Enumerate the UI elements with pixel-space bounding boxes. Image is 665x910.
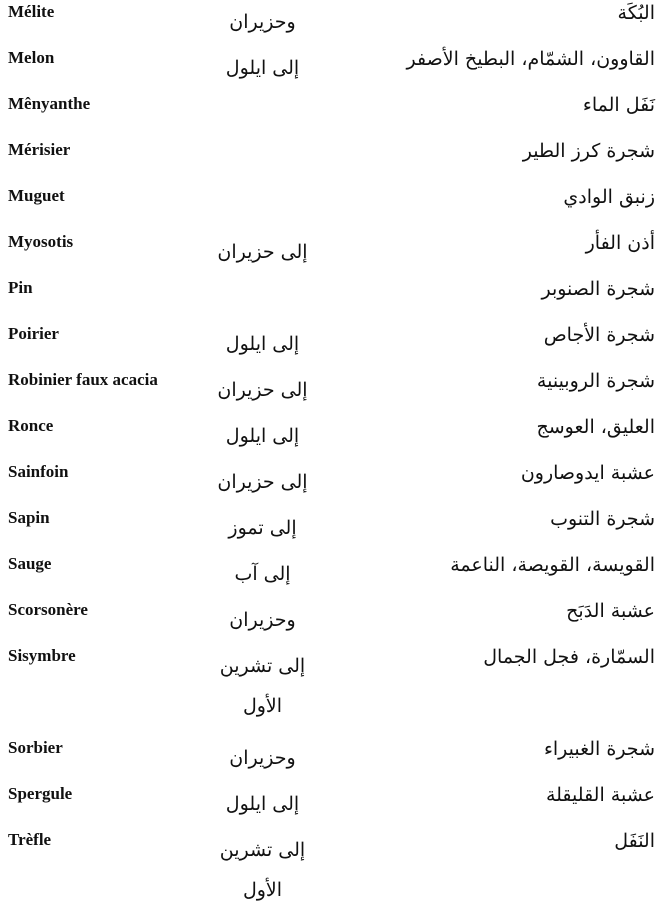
- period-text: إلى حزيران: [217, 241, 308, 263]
- french-term: Robinier faux acacia: [8, 370, 158, 389]
- period-text: إلى ايلول: [225, 793, 300, 815]
- period-text: وحزيران: [229, 609, 296, 631]
- arabic-term: شجرة التنوب: [550, 508, 655, 530]
- arabic-term: شجرة الغبيراء: [543, 738, 655, 760]
- french-term: Sisymbre: [8, 646, 76, 665]
- french-term: Sainfoin: [8, 462, 69, 481]
- arabic-term: أذن الفأر: [585, 232, 655, 254]
- arabic-term: القاوون، الشمّام، البطيخ الأصفر: [406, 48, 655, 70]
- period-text: إلى ايلول: [225, 425, 300, 447]
- period-text: إلى حزيران: [217, 379, 308, 401]
- arabic-term: نَفَل الماء: [582, 94, 655, 116]
- arabic-term: شجرة الأجاص: [543, 324, 655, 346]
- arabic-term: العليق، العوسج: [536, 416, 655, 438]
- period-text: إلى آب: [234, 563, 291, 585]
- period-text: وحزيران: [229, 747, 296, 769]
- french-term: Poirier: [8, 324, 59, 343]
- arabic-term: شجرة كرز الطير: [522, 140, 655, 162]
- french-term: Spergule: [8, 784, 73, 803]
- french-term: Muguet: [8, 186, 65, 205]
- french-term: Mérisier: [8, 140, 71, 159]
- french-term: Myosotis: [8, 232, 74, 251]
- french-term: Sorbier: [8, 738, 63, 757]
- arabic-term: عشبة ايدوصارون: [520, 462, 655, 484]
- french-term: Mênyanthe: [8, 94, 91, 113]
- arabic-term: شجرة الروبينية: [536, 370, 655, 392]
- arabic-term: عشبة الدَبَح: [566, 600, 655, 622]
- french-term: Scorsonère: [8, 600, 88, 619]
- period-text: وحزيران: [229, 11, 296, 33]
- arabic-term: زنبق الوادي: [563, 186, 655, 208]
- period-text: إلى تشرين الأول: [219, 655, 306, 717]
- period-text: إلى تشرين الأول: [219, 839, 306, 901]
- arabic-term: شجرة الصنوبر: [541, 278, 655, 300]
- period-text: إلى حزيران: [217, 471, 308, 493]
- french-term: Melon: [8, 48, 55, 67]
- period-text: إلى ايلول: [225, 57, 300, 79]
- french-term: Ronce: [8, 416, 54, 435]
- french-term: Trèfle: [8, 830, 52, 849]
- arabic-term: عشبة القليقلة: [545, 784, 655, 806]
- french-term: Sauge: [8, 554, 52, 573]
- french-term: Mélite: [8, 2, 55, 21]
- french-term: Pin: [8, 278, 33, 297]
- french-term: Sapin: [8, 508, 50, 527]
- arabic-term: السمّارة، فجل الجمال: [483, 646, 655, 668]
- arabic-term: النَفَل: [614, 830, 655, 852]
- period-text: إلى تموز: [228, 517, 297, 539]
- arabic-term: البُكَة: [617, 2, 655, 24]
- period-text: إلى ايلول: [225, 333, 300, 355]
- arabic-term: القويسة، القويصة، الناعمة: [450, 554, 655, 576]
